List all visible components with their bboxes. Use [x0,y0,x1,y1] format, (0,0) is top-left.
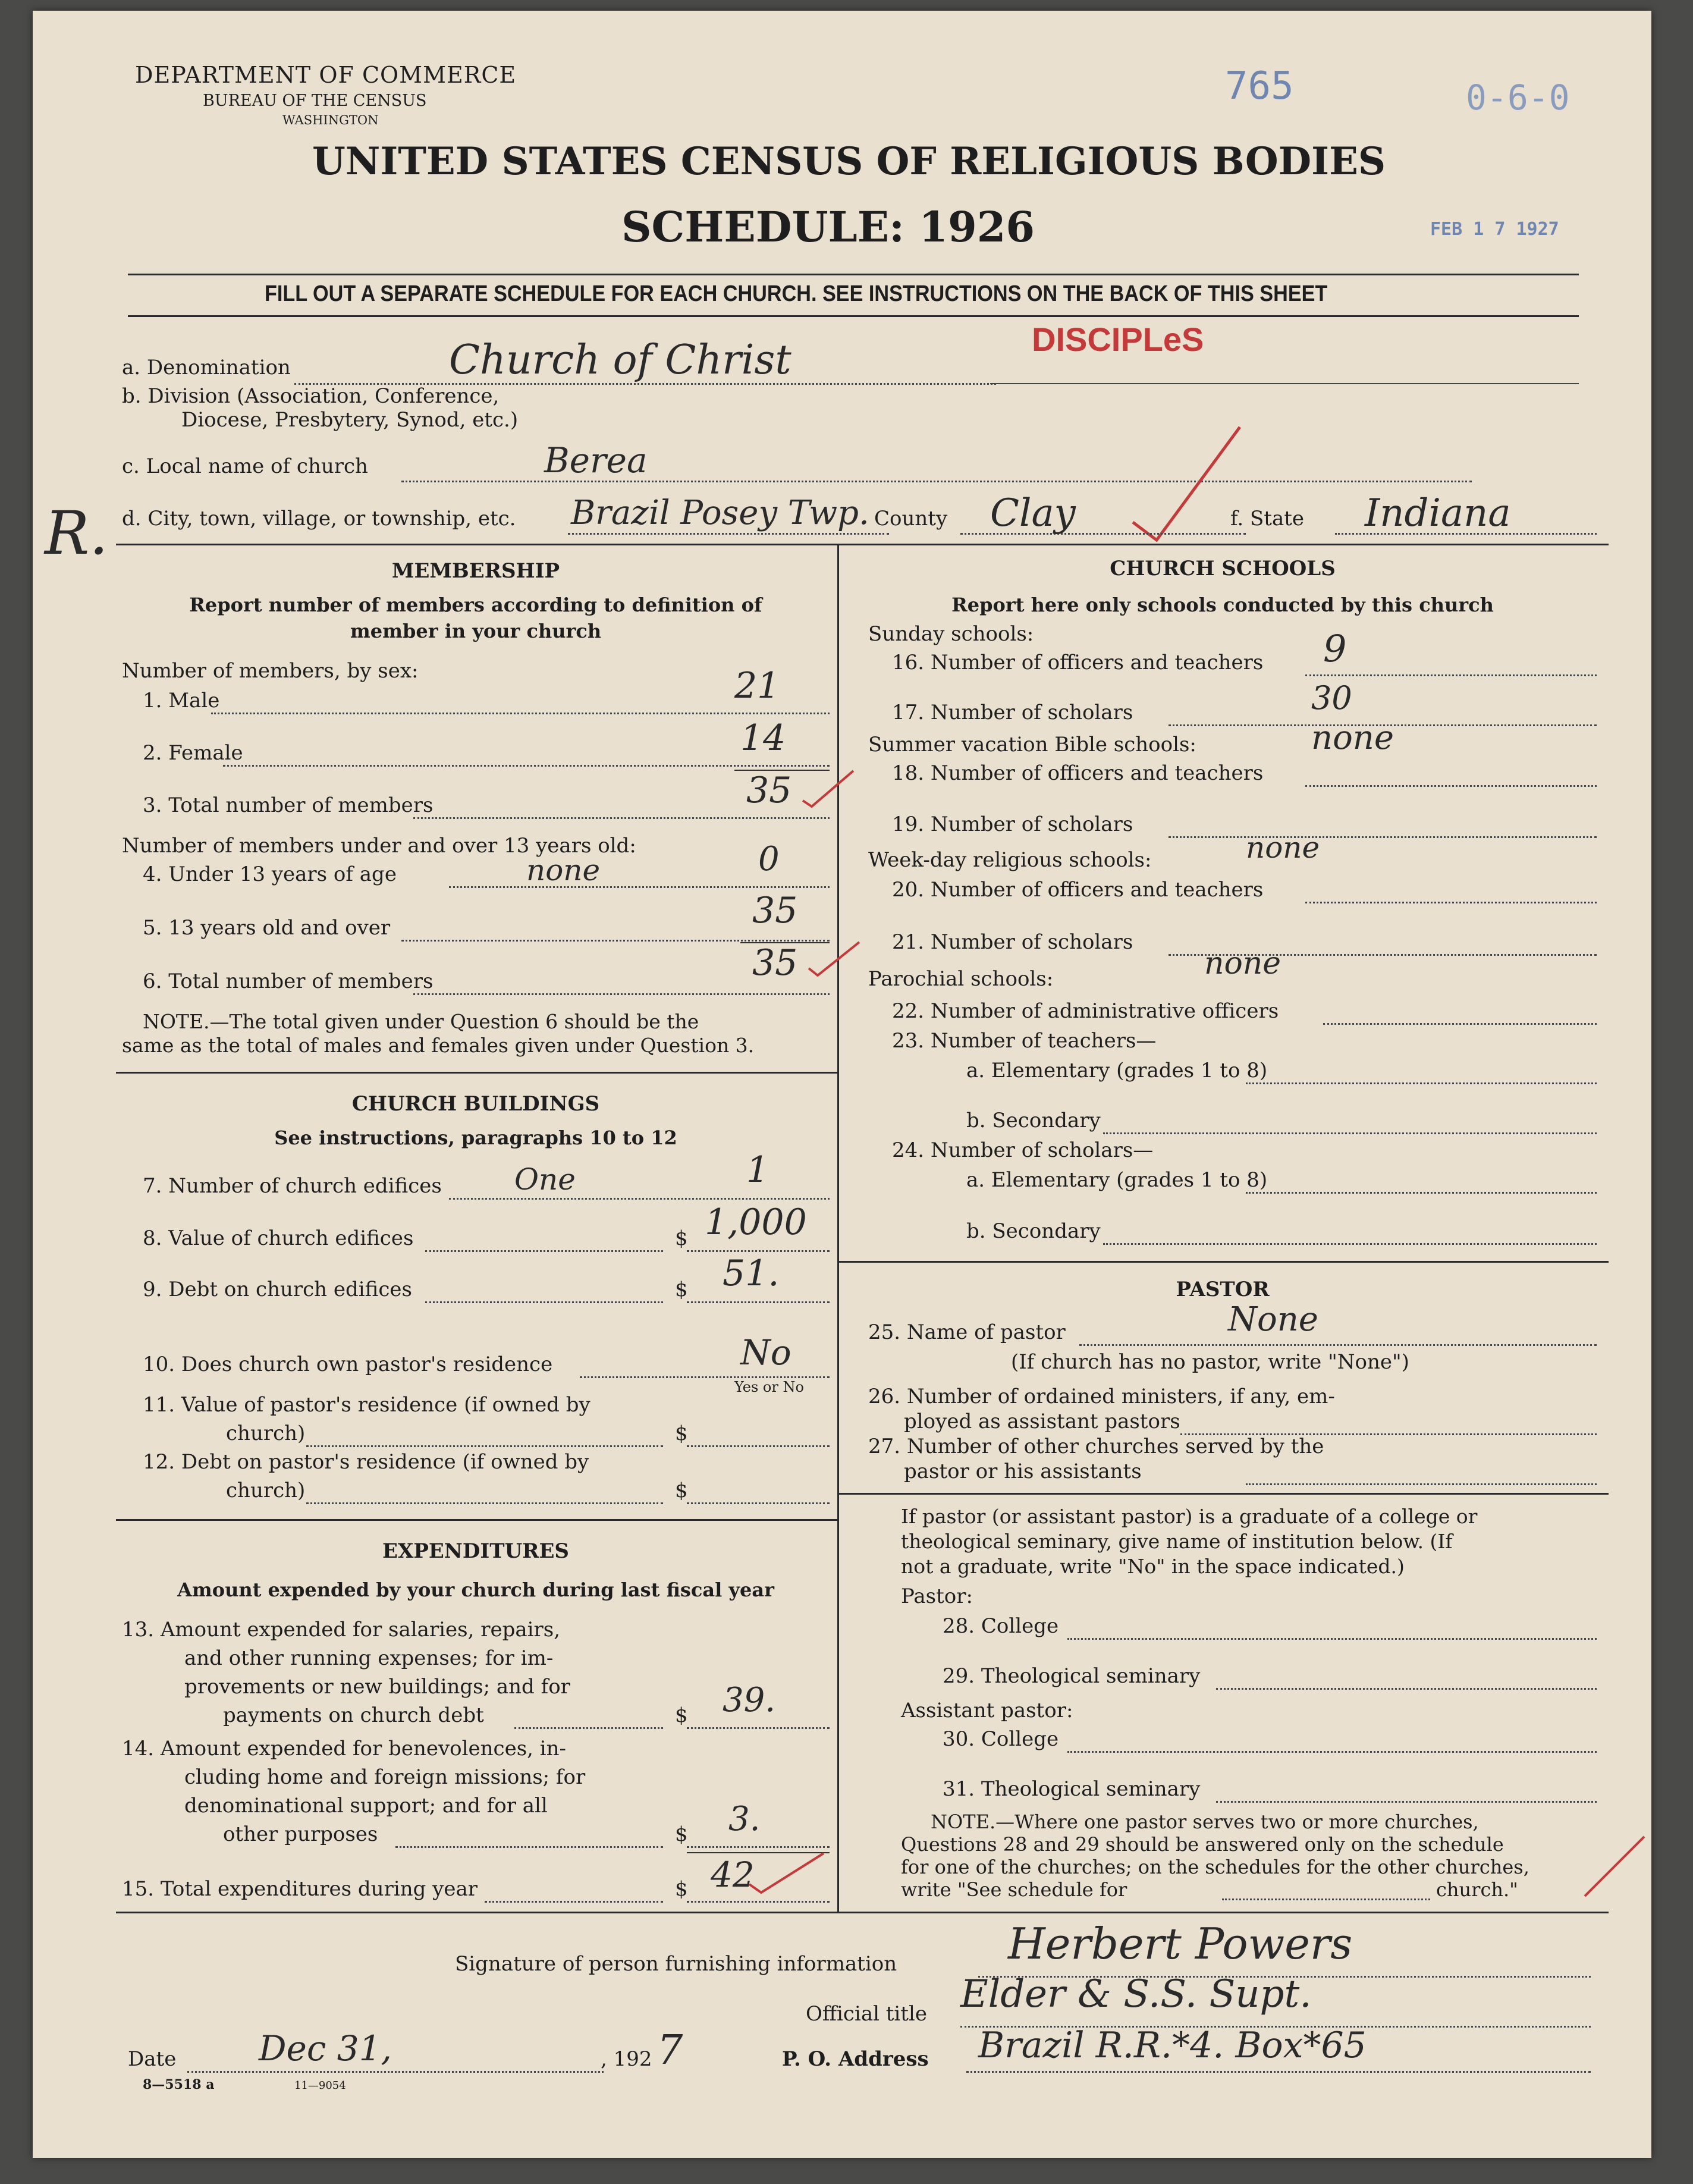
state-label: f. State [1230,507,1304,531]
membership-heading: MEMBERSHIP [391,559,560,583]
pastor-note-4: write "See schedule for [901,1878,1127,1901]
over-13-value: 35 [752,890,798,931]
under-13-value: 0 [758,840,780,878]
running-expenses-label: 13. Amount expended for salaries, repairs, [122,1618,561,1642]
stamp-number: 765 [1225,64,1294,108]
sunday-schools-label: Sunday schools: [868,622,1034,646]
dollar-sign: $ [675,1877,688,1901]
signature-label: Signature of person furnishing information [455,1952,897,1976]
female-label: 2. Female [143,741,243,765]
graduate-instruction-3: not a graduate, write "No" in the space indicated.) [901,1555,1405,1578]
date-year-digit: 7 [657,2027,683,2074]
over-13-label: 5. 13 years old and over [143,916,391,940]
parochial-schools-label: Parochial schools: [868,967,1054,991]
date-label: Date [128,2047,177,2071]
assistant-seminary-label: 31. Theological seminary [943,1777,1201,1801]
total-expenditures-amount: 42 [711,1854,755,1895]
po-address-value: Brazil R.R.*4. Box*65 [978,2025,1367,2066]
pastor-name-value: None [1228,1300,1318,1339]
pastor-note-2: Questions 28 and 29 should be answered only on the schedule [901,1833,1504,1856]
po-address-label: P. O. Address [782,2047,929,2071]
residence-value-label: 11. Value of pastor's residence (if owned by [143,1393,590,1417]
dollar-sign: $ [675,1822,688,1846]
pastor-note-1: NOTE.—Where one pastor serves two or more churches, [931,1810,1479,1833]
total-members-6-value: 35 [752,942,798,984]
schools-heading: CHURCH SCHOOLS [1110,557,1336,580]
sunday-scholars-value: 30 [1311,679,1352,717]
received-date-stamp: FEB 1 7 1927 [1430,219,1559,240]
summer-schools-value: none [1311,718,1394,757]
local-name-value: Berea [544,440,648,481]
female-value: 14 [740,717,786,759]
edifices-label: 7. Number of church edifices [143,1174,442,1198]
official-title-label: Official title [806,2002,927,2026]
edifice-value-label: 8. Value of church edifices [143,1226,414,1250]
membership-sub-2: member in your church [350,620,602,642]
county-value: Clay [990,491,1076,535]
membership-note-1: NOTE.—The total given under Question 6 should be the [143,1010,699,1033]
denomination-label: a. Denomination [122,356,291,379]
denomination-value: Church of Christ [449,337,791,384]
dollar-sign: $ [675,1226,688,1250]
teachers-label: 23. Number of teachers— [892,1029,1157,1053]
red-check-mark [1121,421,1252,558]
total-members-6-label: 6. Total number of members [143,969,434,993]
membership-sub-1: Report number of members according to definition of [189,594,762,616]
edifice-debt-label: 9. Debt on church edifices [143,1278,412,1301]
benevolences-label-3: denominational support; and for all [184,1794,548,1818]
parochial-schools-value: none [1204,946,1281,981]
scholars-elementary-label: a. Elementary (grades 1 to 8) [966,1168,1268,1192]
summer-schools-label: Summer vacation Bible schools: [868,733,1196,757]
red-check-mark [806,939,865,986]
residence-value-label-2: church) [226,1422,306,1445]
running-expenses-label-4: payments on church debt [223,1703,484,1727]
other-churches-label-2: pastor or his assistants [904,1460,1142,1483]
pastor-note-4b: church." [1436,1878,1518,1901]
form-number: 8—5518 a [143,2077,215,2092]
other-churches-label: 27. Number of other churches served by the [868,1435,1324,1458]
running-expenses-label-2: and other running expenses; for im- [184,1646,554,1670]
weekday-scholars-label: 21. Number of scholars [892,930,1133,954]
edifices-word: One [514,1162,576,1197]
dollar-sign: $ [675,1479,688,1502]
schedule-title: SCHEDULE: 1926 [621,202,1035,252]
separate-schedule-instruction: FILL OUT A SEPARATE SCHEDULE FOR EACH CHURCH. SEE INSTRUCTIONS ON THE BACK OF THIS SHEET [265,281,1328,306]
local-name-label: c. Local name of church [122,454,368,478]
under-over-13-label: Number of members under and over 13 years old: [122,834,636,858]
date-value: Dec 31, [259,2028,392,2069]
margin-r-mark: R. [45,498,109,568]
weekday-officers-label: 20. Number of officers and teachers [892,878,1264,902]
sunday-scholars-label: 17. Number of scholars [892,701,1133,724]
scholars-secondary-label: b. Secondary [966,1219,1101,1243]
residence-debt-label-2: church) [226,1479,306,1502]
city-value: Brazil Posey Twp. [571,494,869,532]
sunday-officers-label: 16. Number of officers and teachers [892,651,1264,674]
bureau-name: BUREAU OF THE CENSUS [203,92,427,110]
census-schedule-page [33,11,1651,2158]
teachers-secondary-label: b. Secondary [966,1109,1101,1132]
pastor-heading: PASTOR [1176,1278,1270,1301]
edifice-debt-amount: 51. [723,1253,780,1294]
county-label: County [874,507,948,531]
benevolences-label: 14. Amount expended for benevolences, in- [122,1737,567,1761]
membership-note-2: same as the total of males and females given under Question 3. [122,1034,755,1057]
summer-officers-label: 18. Number of officers and teachers [892,761,1264,785]
dollar-sign: $ [675,1422,688,1445]
benevolences-label-4: other purposes [223,1822,378,1846]
yes-or-no-hint: Yes or No [734,1379,804,1395]
pastor-name-label: 25. Name of pastor [868,1320,1066,1344]
benevolences-amount: 3. [728,1800,761,1838]
official-title-value: Elder & S.S. Supt. [960,1972,1312,2016]
graduate-instruction-1: If pastor (or assistant pastor) is a graduate of a college or [901,1505,1478,1528]
residence-debt-label: 12. Debt on pastor's residence (if owned by [143,1450,589,1474]
benevolences-label-2: cluding home and foreign missions; for [184,1765,586,1789]
owns-residence-value: No [740,1332,791,1373]
department-name: DEPARTMENT OF COMMERCE [135,62,517,88]
pastor-name-note: (If church has no pastor, write "None") [1011,1350,1409,1374]
graduate-instruction-2: theological seminary, give name of institution below. (If [901,1530,1453,1553]
male-value: 21 [734,665,780,707]
owns-residence-label: 10. Does church own pastor's residence [143,1353,553,1376]
pastor-note-3: for one of the churches; on the schedules for the other churches, [901,1856,1529,1878]
teachers-elementary-label: a. Elementary (grades 1 to 8) [966,1059,1268,1082]
under-13-word: none [526,853,601,887]
weekday-schools-label: Week-day religious schools: [868,848,1152,872]
scholars-label: 24. Number of scholars— [892,1138,1154,1162]
red-check-mark [1579,1831,1650,1908]
expenditures-heading: EXPENDITURES [382,1539,569,1563]
city-label: d. City, town, village, or township, etc. [122,507,516,531]
stamp-code: 0-6-0 [1466,77,1570,118]
male-label: 1. Male [143,689,220,713]
expenditures-sub: Amount expended by your church during last fiscal year [177,1579,774,1601]
assistant-college-label: 30. College [943,1727,1059,1751]
buildings-sub: See instructions, paragraphs 10 to 12 [274,1126,677,1149]
total-expenditures-label: 15. Total expenditures during year [122,1877,478,1901]
edifice-value-amount: 1,000 [705,1201,807,1243]
denomination-stamp: DISCIPLeS [1032,321,1204,358]
assistant-pastor-education-label: Assistant pastor: [901,1699,1073,1722]
print-number: 11—9054 [294,2079,346,2092]
summer-scholars-label: 19. Number of scholars [892,812,1133,836]
schools-sub: Report here only schools conducted by this church [951,594,1494,616]
assistant-ministers-label: 26. Number of ordained ministers, if any, em- [868,1385,1335,1408]
division-label-2: Diocese, Presbytery, Synod, etc.) [181,408,519,432]
running-expenses-amount: 39. [723,1681,776,1719]
form-title: UNITED STATES CENSUS OF RELIGIOUS BODIES [312,139,1386,184]
edifices-value: 1 [746,1149,769,1191]
red-check-mark [800,765,859,812]
dollar-sign: $ [675,1278,688,1301]
dollar-sign: $ [675,1703,688,1727]
total-members-label: 3. Total number of members [143,793,434,817]
assistant-ministers-label-2: ployed as assistant pastors [904,1410,1180,1433]
under-13-label: 4. Under 13 years of age [143,862,397,886]
signature-value: Herbert Powers [1008,1919,1353,1969]
date-year-prefix: , 192 [601,2047,652,2071]
state-value: Indiana [1365,491,1511,535]
members-by-sex-label: Number of members, by sex: [122,659,419,683]
division-label: b. Division (Association, Conference, [122,384,500,408]
bureau-city: WASHINGTON [282,113,379,127]
weekday-schools-value: none [1246,830,1320,865]
buildings-heading: CHURCH BUILDINGS [351,1092,600,1116]
admin-officers-label: 22. Number of administrative officers [892,999,1279,1023]
red-check-mark [746,1849,830,1902]
pastor-seminary-label: 29. Theological seminary [943,1664,1201,1688]
pastor-education-label: Pastor: [901,1584,973,1608]
total-members-value: 35 [746,770,792,811]
sunday-officers-value: 9 [1323,627,1347,670]
pastor-college-label: 28. College [943,1614,1059,1638]
running-expenses-label-3: provements or new buildings; and for [184,1675,570,1699]
